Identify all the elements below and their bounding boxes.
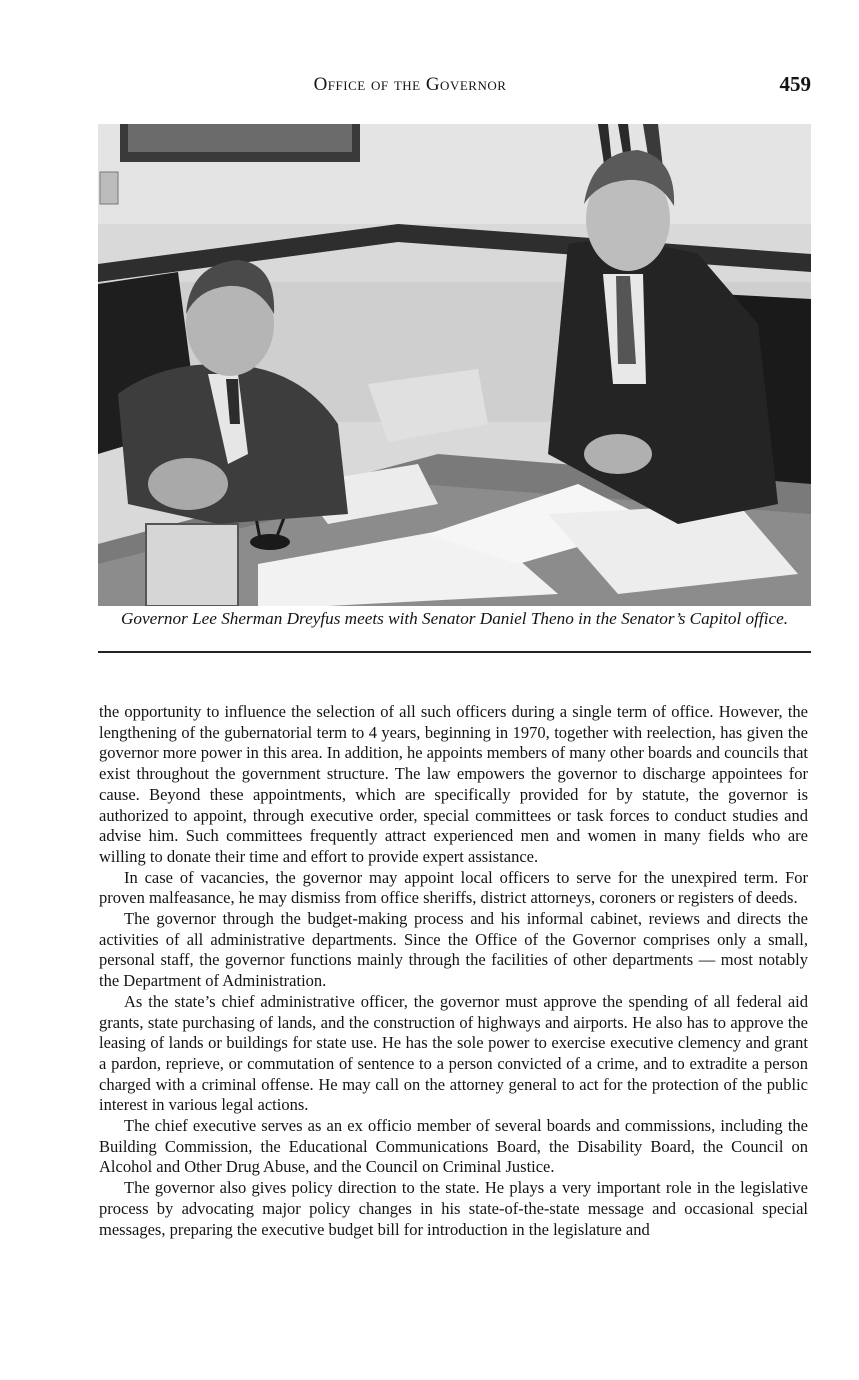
paragraph: The governor also gives policy direction to the state. He plays a very important role in the legislative process by advocating major policy changes in his state-of-the-state message and occasional special messages, preparing the executive budget bill for introduction in the legislature and <box>99 1178 808 1239</box>
paragraph: The governor through the budget-making process and his informal cabinet, reviews and directs the activities of all administrative departments. Since the Office of the Governor comprises only a small, personal staff, the governor functions mainly through the facilities of other departments — most notably the Department of Administration. <box>99 909 808 991</box>
paragraph: As the state’s chief administrative officer, the governor must approve the spending of all federal aid grants, state purchasing of lands, and the construction of highways and airports. He also has to approve the leasing of lands or buildings for state use. He has the sole power to exercise executive clemency and grant a pardon, reprieve, or commutation of sentence to a person convicted of a crime, and to extradite a person charged with a criminal offense. He may call on the attorney general to act for the protection of the public interest in various legal actions. <box>99 991 808 1115</box>
caption-divider <box>98 651 811 653</box>
running-header-title: Office of the Governor <box>313 74 507 95</box>
body-text <box>99 702 808 1240</box>
photo-caption: Governor Lee Sherman Dreyfus meets with Senator Daniel Theno in the Senator’s Capitol office. <box>120 609 789 628</box>
paragraph: In case of vacancies, the governor may appoint local officers to serve for the unexpired term. For proven malfeasance, he may dismiss from office sheriffs, district attorneys, coroners or registers of deeds. <box>99 867 808 908</box>
paragraph: the opportunity to influence the selection of all such officers during a single term of office. However, the lengthening of the gubernatorial term to 4 years, beginning in 1970, together with reelection, has given the governor more power in this area. In addition, he appoints members of many other boards and councils that exist throughout the government structure. The law empowers the governor to discharge appointees for cause. Beyond these appointments, which are specifically provided for by statute, the governor is authorized to appoint, through executive order, special committees or task forces to conduct studies and advise him. Such committees frequently attract experienced men and women in many fields who are willing to donate their time and effort to provide expert assistance. <box>99 702 808 866</box>
page-number: 459 <box>779 72 811 96</box>
paragraph: The chief executive serves as an ex officio member of several boards and commissions, including the Building Commission, the Educational Communications Board, the Disability Board, the Council on Alcohol and Other Drug Abuse, and the Council on Criminal Justice. <box>99 1116 808 1177</box>
photograph <box>98 124 811 606</box>
